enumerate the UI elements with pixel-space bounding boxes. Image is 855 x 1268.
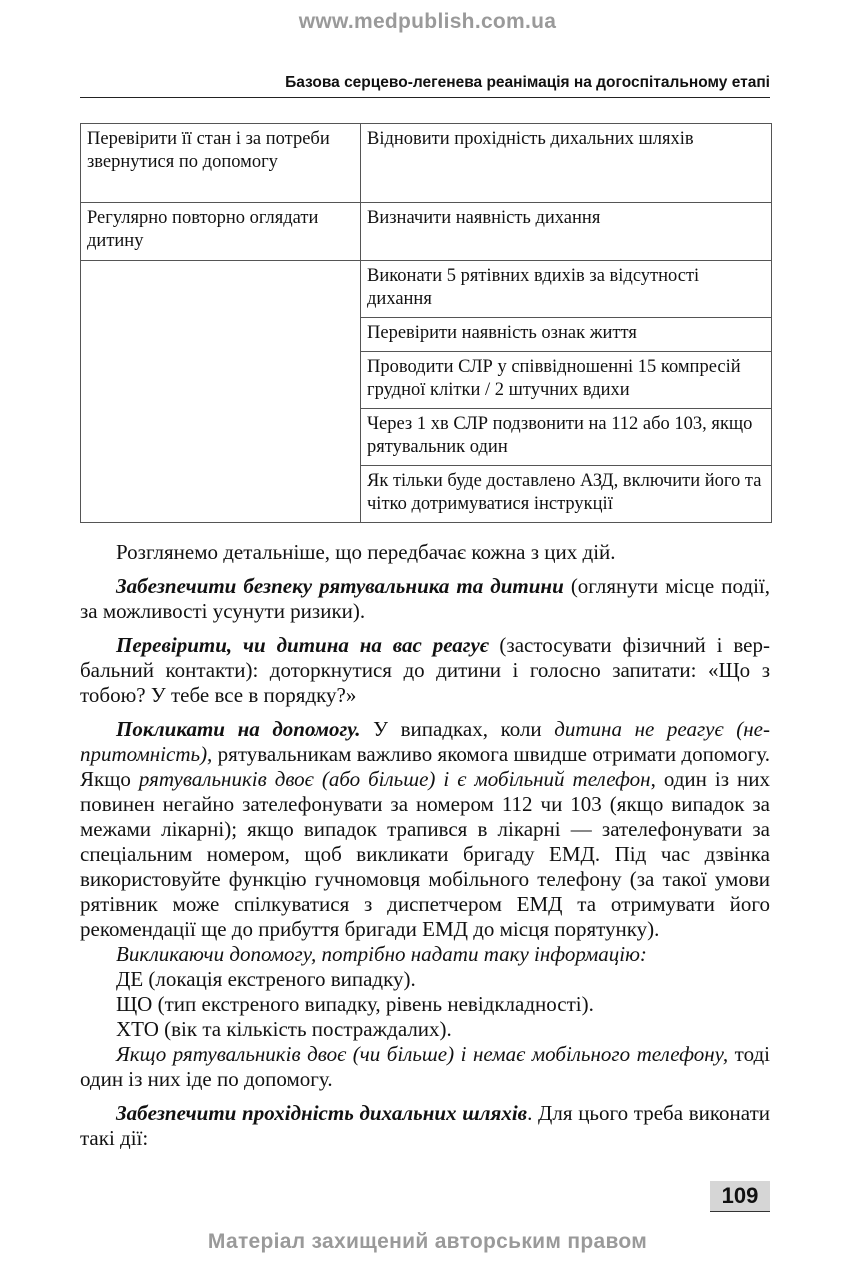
table-cell-right: Перевірити наявність ознак життя: [361, 318, 772, 352]
header-rule: [80, 97, 770, 98]
paragraph-text: ХТО (вік та кількість постраждалих).: [116, 1017, 452, 1041]
paragraph-text: У випадках, коли: [360, 717, 555, 741]
emphasis-italic: Якщо рятувальників двоє (чи більше) і немає мобільного телефону,: [116, 1042, 729, 1066]
paragraph: [80, 1017, 770, 1042]
table-cell-right: Виконати 5 рятівних вдихів за відсутності дихання: [361, 261, 772, 318]
body-text: [80, 540, 770, 1151]
steps-table: [80, 123, 772, 523]
table-cell-left-empty: [81, 261, 361, 523]
table-cell-right: Проводити СЛР у співвідношенні 15 компресій грудної клітки / 2 штучних вдихи: [361, 352, 772, 409]
paragraph: [80, 942, 770, 967]
paragraph-text: ЩО (тип екстреного випадку, рівень невідкладності).: [116, 992, 594, 1016]
paragraph-text: рятувальникам важливо якомога швидше отримати допомогу. Якщо: [80, 742, 770, 791]
table-cell-right: Через 1 хв СЛР подзвонити на 112 або 103, якщо рятувальник один: [361, 409, 772, 466]
running-head: Базова серцево-легенева реанімація на догоспітальному етапі: [285, 74, 770, 91]
paragraph: [80, 992, 770, 1017]
page-number: 109: [710, 1181, 770, 1212]
emphasis-bold-italic: Покликати на допомогу.: [116, 717, 361, 741]
paragraph: [80, 1101, 770, 1151]
table-cell-left: Перевірити її стан і за потреби звернутися по допомогу: [81, 124, 361, 203]
table-row: [81, 203, 772, 261]
paragraph: [80, 717, 770, 942]
emphasis-bold-italic: Забезпечити прохідність дихальних шляхів: [116, 1101, 528, 1125]
emphasis-bold-italic: Перевірити, чи дитина на вас реагує: [116, 633, 489, 657]
emphasis-italic: Викликаючи допомогу, потрібно надати таку інформацію:: [116, 942, 647, 966]
paragraph-text: Розглянемо детальніше, що передбачає кожна з цих дій.: [116, 540, 616, 564]
emphasis-italic: рятувальників двоє (або більше) і є мобільний телефон: [138, 767, 651, 791]
paragraph-text: (оглянути місце події, за можливості усунути ризики).: [80, 574, 770, 623]
emphasis-bold-italic: Забезпечити безпеку рятувальника та дитини: [116, 574, 564, 598]
paragraph-text: . Для цього треба виконати такі дії:: [80, 1101, 770, 1150]
table-cell-right: Визначити наявність дихання: [361, 203, 772, 261]
paragraph: [80, 540, 770, 565]
paragraph-text: ДЕ (локація екстреного випадку).: [116, 967, 416, 991]
paragraph-text: (застосувати фізичний і вербальний контакти): доторкнутися до дитини і голосно запитати: «Що з тобою? У тебе все в порядку?»: [80, 633, 770, 707]
paragraph: [80, 633, 770, 708]
table-cell-left: Регулярно повторно оглядати дитину: [81, 203, 361, 261]
table-row: [81, 261, 772, 318]
table-cell-right: Відновити прохідність дихальних шляхів: [361, 124, 772, 203]
paragraph-text: , один із них повинен негайно зателефонувати за номером 112 чи 103 (якщо випадок за межами лікарні); якщо випадок трапився в лікарні — зателефонувати за спеціальним номером, щоб викликати бригаду ЕМД. Під час дзвінка використовуйте функцію гучномовця мобільного телефону (за такої умови рятівник може спілкуватися з диспетчером ЕМД та отримувати його рекомендації ще до прибуття бригади ЕМД до місця порятунку).: [80, 767, 770, 941]
table-row: [81, 124, 772, 203]
paragraph: [80, 1042, 770, 1092]
paragraph-text: тоді один із них іде по допомогу.: [80, 1042, 770, 1091]
table-cell-right: Як тільки буде доставлено АЗД, включити його та чітко дотримуватися інструкції: [361, 466, 772, 523]
copyright-watermark: Матеріал захищений авторським правом: [207, 1230, 648, 1253]
emphasis-italic: дитина не реагує (непритомність),: [80, 717, 770, 766]
paragraph: [80, 967, 770, 992]
watermark-url: www.medpublish.com.ua: [298, 10, 557, 33]
paragraph: [80, 574, 770, 624]
